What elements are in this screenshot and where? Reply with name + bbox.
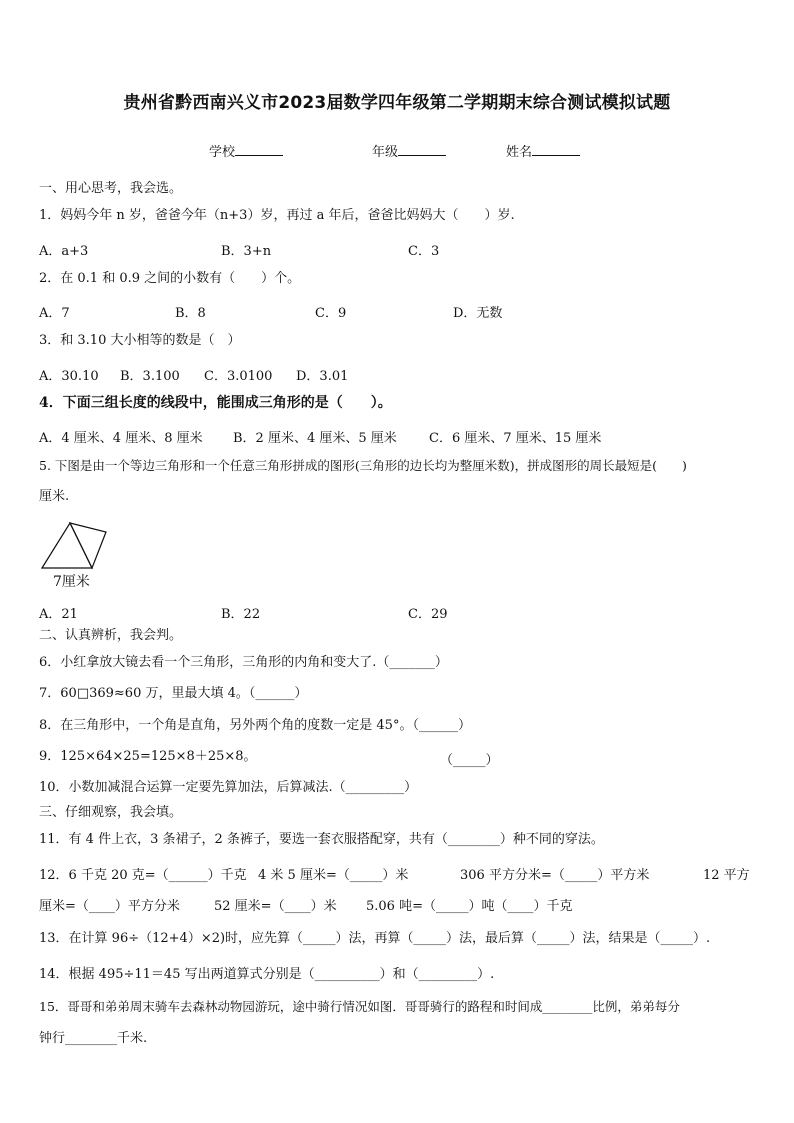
q4-option-a: A．4 厘米、4 厘米、8 厘米 xyxy=(39,431,203,446)
grade-field xyxy=(372,141,446,160)
q12-part-1: 12．6 千克 20 克=（______）千克 xyxy=(39,868,247,883)
q2-option-d: D．无数 xyxy=(453,306,503,321)
question-2: 2．在 0.1 和 0.9 之间的小数有（ ）个。 xyxy=(39,271,301,286)
arbitrary-triangle xyxy=(70,523,106,568)
q12-part-4: 12 平方 xyxy=(703,868,750,883)
q4-option-c: C．6 厘米、7 厘米、15 厘米 xyxy=(429,431,602,446)
q1-option-b: B．3+n xyxy=(221,244,272,259)
q12-part-2: 4 米 5 厘米=（_____）米 xyxy=(258,868,409,883)
question-5-line-1: 5. 下图是由一个等边三角形和一个任意三角形拼成的图形(三角形的边长均为整厘米数)，拼成图形的周长最短是( ) xyxy=(39,458,687,473)
q3-option-a: A．30.10 xyxy=(39,369,99,384)
school-blank xyxy=(235,143,283,156)
equilateral-triangle xyxy=(42,523,92,568)
q4-option-b: B．2 厘米、4 厘米、5 厘米 xyxy=(233,431,397,446)
grade-label: 年级 xyxy=(372,145,399,160)
q2-option-c: C．9 xyxy=(315,306,347,321)
q12-part-7: 5.06 吨=（_____）吨（____）千克 xyxy=(366,899,573,914)
school-field xyxy=(209,141,283,160)
question-13: 13．在计算 96÷（12+4）×2)时，应先算（_____）法，再算（_____）法，最后算（_____）法，结果是（_____）. xyxy=(39,931,711,946)
figure-label: 7厘米 xyxy=(53,574,90,590)
question-15-line-1: 15．哥哥和弟弟周末骑车去森林动物园游玩，途中骑行情况如图．哥哥骑行的路程和时间成________比例，弟弟每分 xyxy=(39,999,680,1014)
name-blank xyxy=(532,143,580,156)
name-field xyxy=(506,141,580,160)
q5-option-c: C．29 xyxy=(408,607,448,622)
question-11: 11．有 4 件上衣，3 条裙子，2 条裤子，要选一套衣服搭配穿，共有（________）种不同的穿法。 xyxy=(39,832,604,847)
question-3: 3．和 3.10 大小相等的数是（ ） xyxy=(39,333,241,348)
question-15-line-2: 钟行________千米. xyxy=(39,1031,148,1046)
q3-option-c: C．3.0100 xyxy=(204,369,273,384)
question-9-answer-blank: （_____） xyxy=(440,753,499,768)
q5-option-a: A．21 xyxy=(39,607,78,622)
q3-option-d: D．3.01 xyxy=(296,369,349,384)
q2-option-a: A．7 xyxy=(39,306,70,321)
triangle-figure xyxy=(40,520,110,572)
q12-part-3: 306 平方分米=（_____）平方米 xyxy=(460,868,650,883)
page-title: 贵州省黔西南兴义市2023届数学四年级第二学期期末综合测试模拟试题 xyxy=(123,93,671,113)
question-14: 14．根据 495÷11＝45 写出两道算式分别是（__________）和（_________）. xyxy=(39,967,495,982)
question-8: 8．在三角形中，一个角是直角，另外两个角的度数一定是 45°。（______） xyxy=(39,718,471,733)
question-6: 6．小红拿放大镜去看一个三角形，三角形的内角和变大了.（_______） xyxy=(39,655,448,670)
q1-option-a: A．a+3 xyxy=(39,244,89,259)
question-7: 7．60□369≈60 万，里最大填 4。（______） xyxy=(39,686,308,701)
grade-blank xyxy=(398,143,446,156)
q12-part-6: 52 厘米=（____）米 xyxy=(214,899,337,914)
school-label: 学校 xyxy=(209,145,236,160)
q3-option-b: B．3.100 xyxy=(120,369,180,384)
section-heading-2: 二、认真辨析，我会判。 xyxy=(39,628,183,643)
question-5-line-2: 厘米. xyxy=(39,489,70,504)
q2-option-b: B．8 xyxy=(175,306,206,321)
q1-option-c: C．3 xyxy=(408,244,440,259)
question-1: 1．妈妈今年 n 岁，爸爸今年（n+3）岁，再过 a 年后，爸爸比妈妈大（ ）岁. xyxy=(39,208,515,223)
section-heading-1: 一、用心思考，我会选。 xyxy=(39,181,183,196)
q12-part-5: 厘米=（____）平方分米 xyxy=(39,899,180,914)
question-10: 10．小数加减混合运算一定要先算加法，后算减法.（_________） xyxy=(39,780,418,795)
question-9: 9．125×64×25=125×8＋25×8。 xyxy=(39,749,257,764)
section-heading-3: 三、仔细观察，我会填。 xyxy=(39,805,183,820)
q5-option-b: B．22 xyxy=(221,607,261,622)
name-label: 姓名 xyxy=(506,145,533,160)
question-4: 4．下面三组长度的线段中，能围成三角形的是（ ）。 xyxy=(39,395,392,411)
